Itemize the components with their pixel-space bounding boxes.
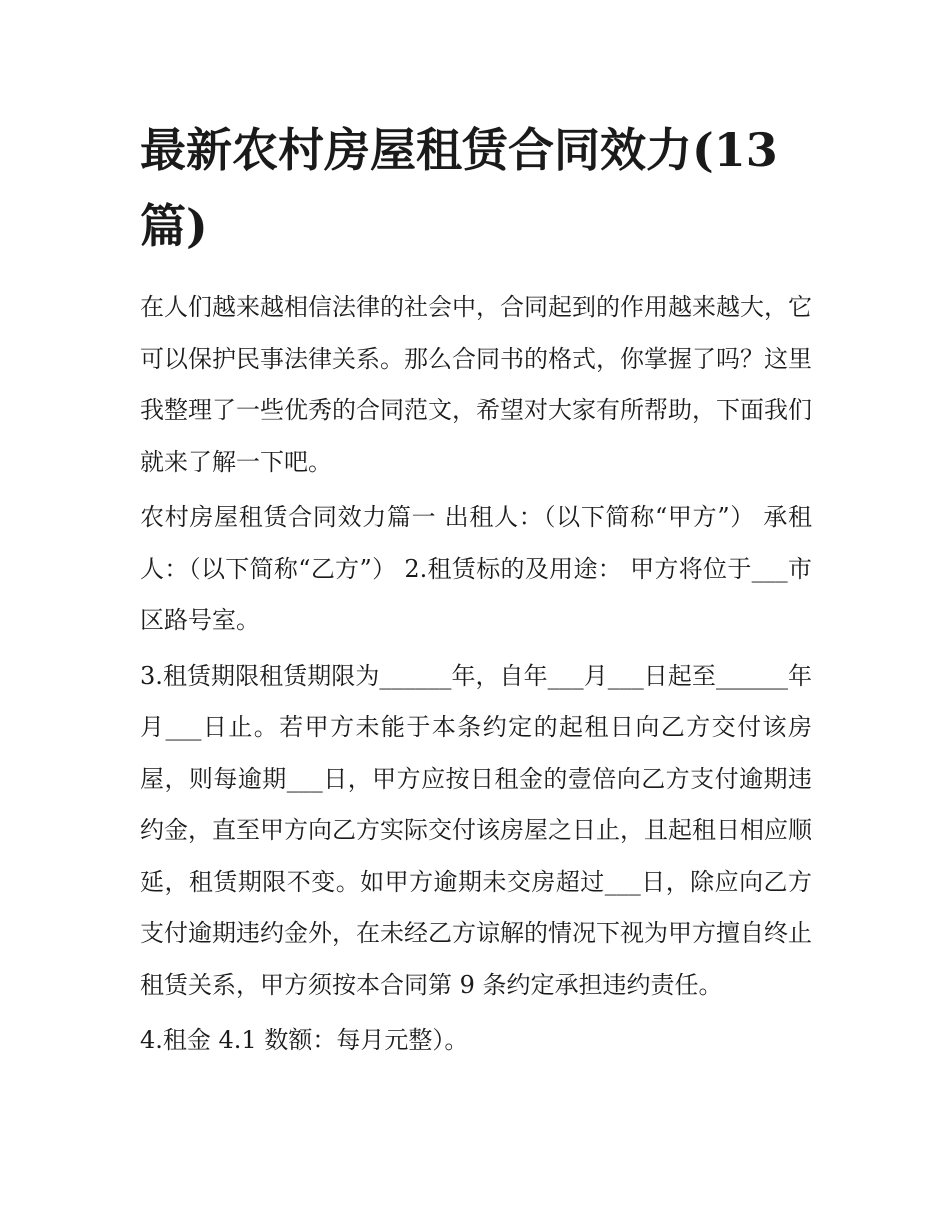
contract-parties-paragraph: 农村房屋租赁合同效力篇一 出租人：（以下简称“甲方”） 承租人：（以下简称“乙方”） 2.租赁标的及用途： 甲方将位于___市区路号室。 (140, 503, 812, 634)
intro-paragraph: 在人们越来越相信法律的社会中，合同起到的作用越来越大，它可以保护民事法律关系。那么合同书的格式，你掌握了吗？这里我整理了一些优秀的合同范文，希望对大家有所帮助，下面我们就来了解一下吧。 (140, 293, 812, 476)
document-page (140, 112, 812, 1071)
rent-paragraph: 4.租金 4.1 数额：每月元整）。 (140, 1026, 469, 1054)
lease-term-paragraph: 3.租赁期限租赁期限为______年，自年___月___日起至______年月___日止。若甲方未能于本条约定的起租日向乙方交付该房屋，则每逾期___日，甲方应按日租金的壹倍向乙方支付逾期违约金，直至甲方向乙方实际交付该房屋之日止，且起租日相应顺延，租赁期限不变。如甲方逾期未交房超过___日，除应向乙方支付逾期违约金外，在未经乙方谅解的情况下视为甲方擅自终止租赁关系，甲方须按本合同第 9 条约定承担违约责任。 (140, 661, 812, 999)
document-title: 最新农村房屋租赁合同效力(13篇) (140, 123, 778, 253)
